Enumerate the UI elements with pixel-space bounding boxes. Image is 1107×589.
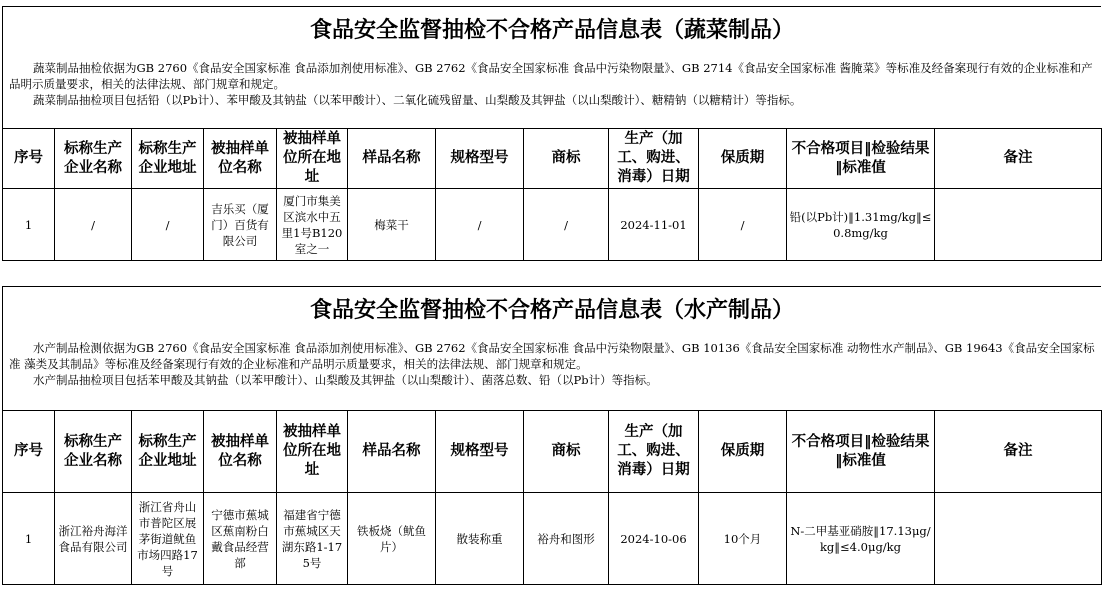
col-header: 规格型号 (436, 129, 524, 189)
col-header: 被抽样单位名称 (204, 411, 277, 493)
basis-text: 蔬菜制品抽检依据为GB 2760《食品安全国家标准 食品添加剂使用标准》、GB 2762《食品安全国家标准 食品中污染物限量》、GB 2714《食品安全国家标准 酱腌菜》等标准及经备案现行有效的企业标准和产品明示质量要求，相关的法律法规、部门规章和规定。 (9, 61, 1093, 91)
col-header: 商标 (524, 129, 609, 189)
items-text: 水产制品抽检项目包括苯甲酸及其钠盐（以苯甲酸计）、山梨酸及其钾盐（以山梨酸计）、菌落总数、铅（以Pb计）等指标。 (33, 373, 658, 387)
cell-date: 2024-11-01 (609, 189, 699, 261)
section-title: 食品安全监督抽检不合格产品信息表（水产制品） (2, 286, 1101, 334)
table-row (3, 493, 1102, 585)
section-description (2, 54, 1101, 128)
col-header: 标称生产企业地址 (132, 129, 204, 189)
col-header: 不合格项目‖检验结果‖标准值 (787, 129, 935, 189)
col-header: 被抽样单位所在地址 (277, 129, 348, 189)
result-table (2, 128, 1102, 261)
col-header: 不合格项目‖检验结果‖标准值 (787, 411, 935, 493)
col-header: 生产（加工、购进、消毒）日期 (609, 411, 699, 493)
col-header: 样品名称 (348, 129, 436, 189)
table-row (3, 189, 1102, 261)
cell-sampled-address: 福建省宁德市蕉城区天湖东路1-175号 (277, 493, 348, 585)
col-header: 标称生产企业名称 (55, 411, 132, 493)
cell-sample-name: 铁板烧（鱿鱼片） (348, 493, 436, 585)
col-header: 规格型号 (436, 411, 524, 493)
section-vegetable (2, 6, 1101, 261)
col-header: 样品名称 (348, 411, 436, 493)
cell-remark (935, 493, 1102, 585)
cell-remark (935, 189, 1102, 261)
cell-brand: / (524, 189, 609, 261)
col-header: 保质期 (699, 129, 787, 189)
col-header: 序号 (3, 129, 55, 189)
cell-shelf-life: / (699, 189, 787, 261)
cell-date: 2024-10-06 (609, 493, 699, 585)
section-title: 食品安全监督抽检不合格产品信息表（蔬菜制品） (2, 6, 1101, 54)
header-row (3, 411, 1102, 493)
col-header: 标称生产企业地址 (132, 411, 204, 493)
cell-producer: 浙江裕舟海洋食品有限公司 (55, 493, 132, 585)
section-aquatic (2, 286, 1101, 585)
col-header: 序号 (3, 411, 55, 493)
col-header: 保质期 (699, 411, 787, 493)
header-row (3, 129, 1102, 189)
col-header: 标称生产企业名称 (55, 129, 132, 189)
cell-sampled-address: 厦门市集美区滨水中五里1号B120室之一 (277, 189, 348, 261)
cell-sample-name: 梅菜干 (348, 189, 436, 261)
cell-producer-address: / (132, 189, 204, 261)
cell-spec: 散装称重 (436, 493, 524, 585)
cell-sampled-unit: 宁德市蕉城区蕉南粉白戴食品经营部 (204, 493, 277, 585)
cell-failed-item: 铅(以Pb计)‖1.31mg/kg‖≤0.8mg/kg (787, 189, 935, 261)
section-description (2, 334, 1101, 410)
col-header: 商标 (524, 411, 609, 493)
cell-sampled-unit: 吉乐买（厦门）百货有限公司 (204, 189, 277, 261)
col-header: 被抽样单位名称 (204, 129, 277, 189)
col-header: 生产（加工、购进、消毒）日期 (609, 129, 699, 189)
cell-producer-address: 浙江省舟山市普陀区展茅街道鱿鱼市场四路17号 (132, 493, 204, 585)
cell-spec: / (436, 189, 524, 261)
cell-brand: 裕舟和图形 (524, 493, 609, 585)
cell-index: 1 (3, 189, 55, 261)
items-text: 蔬菜制品抽检项目包括铅（以Pb计）、苯甲酸及其钠盐（以苯甲酸计）、二氧化硫残留量、山梨酸及其钾盐（以山梨酸计）、糖精钠（以糖精计）等指标。 (33, 93, 802, 107)
result-table (2, 410, 1102, 585)
col-header: 备注 (935, 129, 1102, 189)
cell-index: 1 (3, 493, 55, 585)
cell-shelf-life: 10个月 (699, 493, 787, 585)
cell-producer: / (55, 189, 132, 261)
cell-failed-item: N-二甲基亚硝胺‖17.13μg/kg‖≤4.0μg/kg (787, 493, 935, 585)
col-header: 备注 (935, 411, 1102, 493)
col-header: 被抽样单位所在地址 (277, 411, 348, 493)
basis-text: 水产制品检测依据为GB 2760《食品安全国家标准 食品添加剂使用标准》、GB 2762《食品安全国家标准 食品中污染物限量》、GB 10136《食品安全国家标准 动物性水产制品》、GB 19643《食品安全国家标准 藻类及其制品》等标准及经备案现行有效的企业标准和产品明示质量要求，相关的法律法规、部门规章和规定。 (9, 341, 1095, 371)
